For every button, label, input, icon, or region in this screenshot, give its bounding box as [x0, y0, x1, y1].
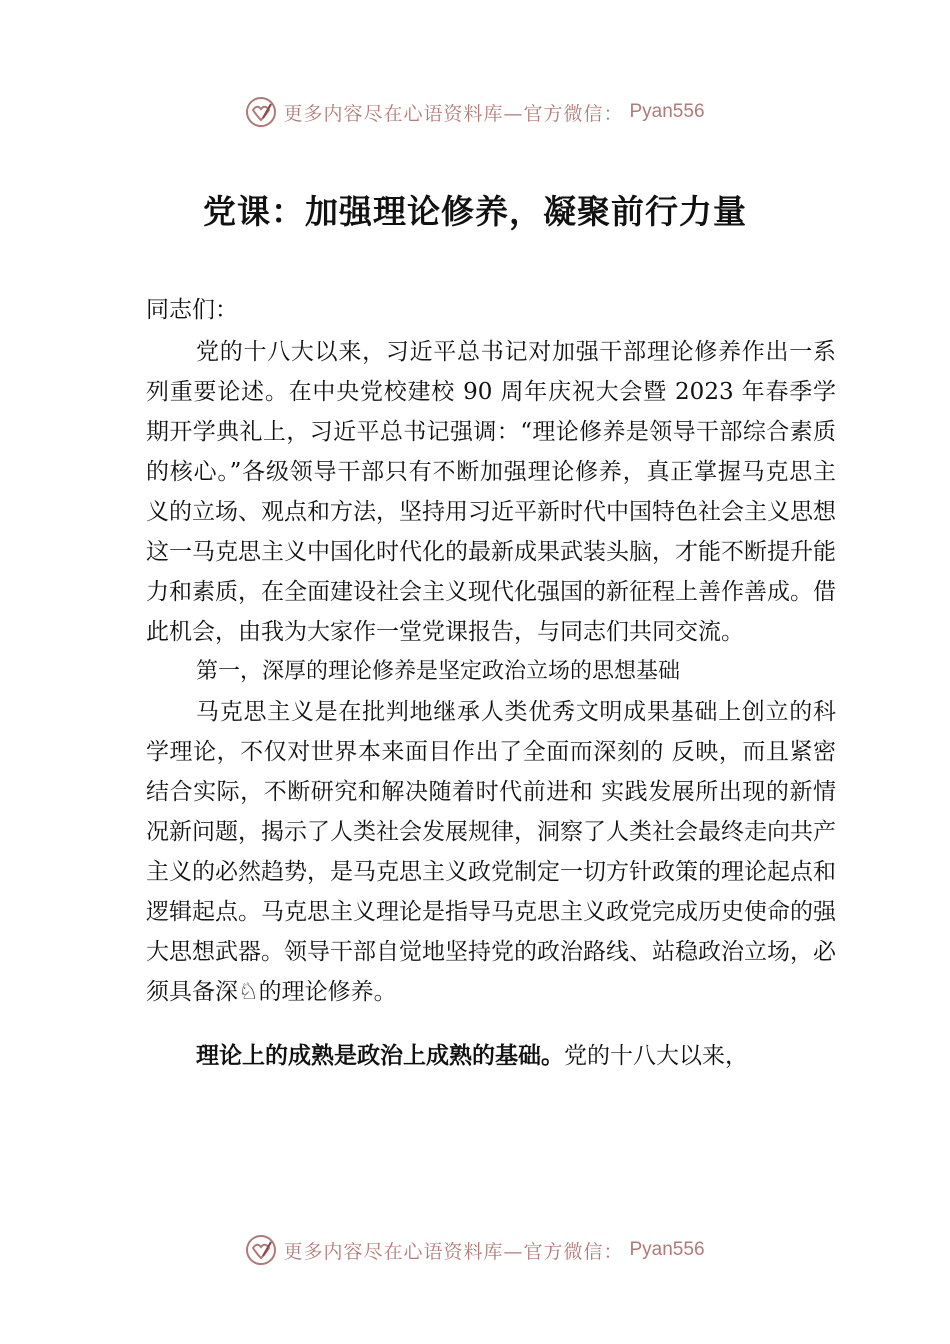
heart-pen-logo-icon: [245, 96, 277, 128]
heart-pen-logo-icon: [245, 1234, 277, 1266]
watermark-footer: [0, 1234, 950, 1266]
document-body: [146, 290, 836, 1076]
intro-paragraph: 党的十八大以来，习近平总书记对加强干部理论修养作出一系列重要论述。在中央党校建校 90 周年庆祝大会暨 2023 年春季学期开学典礼上，习近平总书记强调：“理论修养是领导干部综合素质的核心。”各级领导干部只有不断加强理论修养，真正掌握马克思主义的立场、观点和方法，坚持用习近平新时代中国特色社会主义思想这一马克思主义中国化时代化的最新成果武装头脑，才能不断提升能力和素质，在全面建设社会主义现代化强国的新征程上善作善成。借此机会，由我为大家作一堂党课报告，与同志们共同交流。: [146, 339, 836, 645]
watermark-header: [0, 96, 950, 128]
watermark-text: 更多内容尽在心语资料库—官方微信：: [283, 102, 624, 125]
watermark-wechat-id: Pyan556: [629, 1239, 705, 1260]
watermark-wechat-id: Pyan556: [629, 101, 705, 122]
closing-paragraph: [146, 1036, 836, 1076]
section-1-paragraph: 马克思主义是在批判地继承人类优秀文明成果基础上创立的科学理论，不仅对世界本来面目作出了全面而深刻的 反映，而且紧密结合实际，不断研究和解决随着时代前进和 实践发展所出现的新情况新问题，揭示了人类社会发展规律，洞察了人类社会最终走向共产主义的必然趋势，是马克思主义政党制定一切方针政策的理论起点和逻辑起点。马克思主义理论是指导马克思主义政党完成历史使命的强大思想武器。领导干部自觉地坚持党的政治路线、站稳政治立场，必 须具备深♘的理论修养。: [146, 699, 836, 1005]
page-title: 党课：加强理论修养，凝聚前行力量: [203, 192, 747, 231]
closing-text: 党的十八大以来，: [564, 1043, 748, 1069]
watermark-text: 更多内容尽在心语资料库—官方微信：: [283, 1240, 624, 1263]
salutation: 同志们：: [146, 297, 238, 323]
section-heading-1: 第一，深厚的理论修养是坚定政治立场的思想基础: [196, 659, 681, 684]
bold-lead-sentence: 理论上的成熟是政治上成熟的基础。: [196, 1043, 564, 1069]
